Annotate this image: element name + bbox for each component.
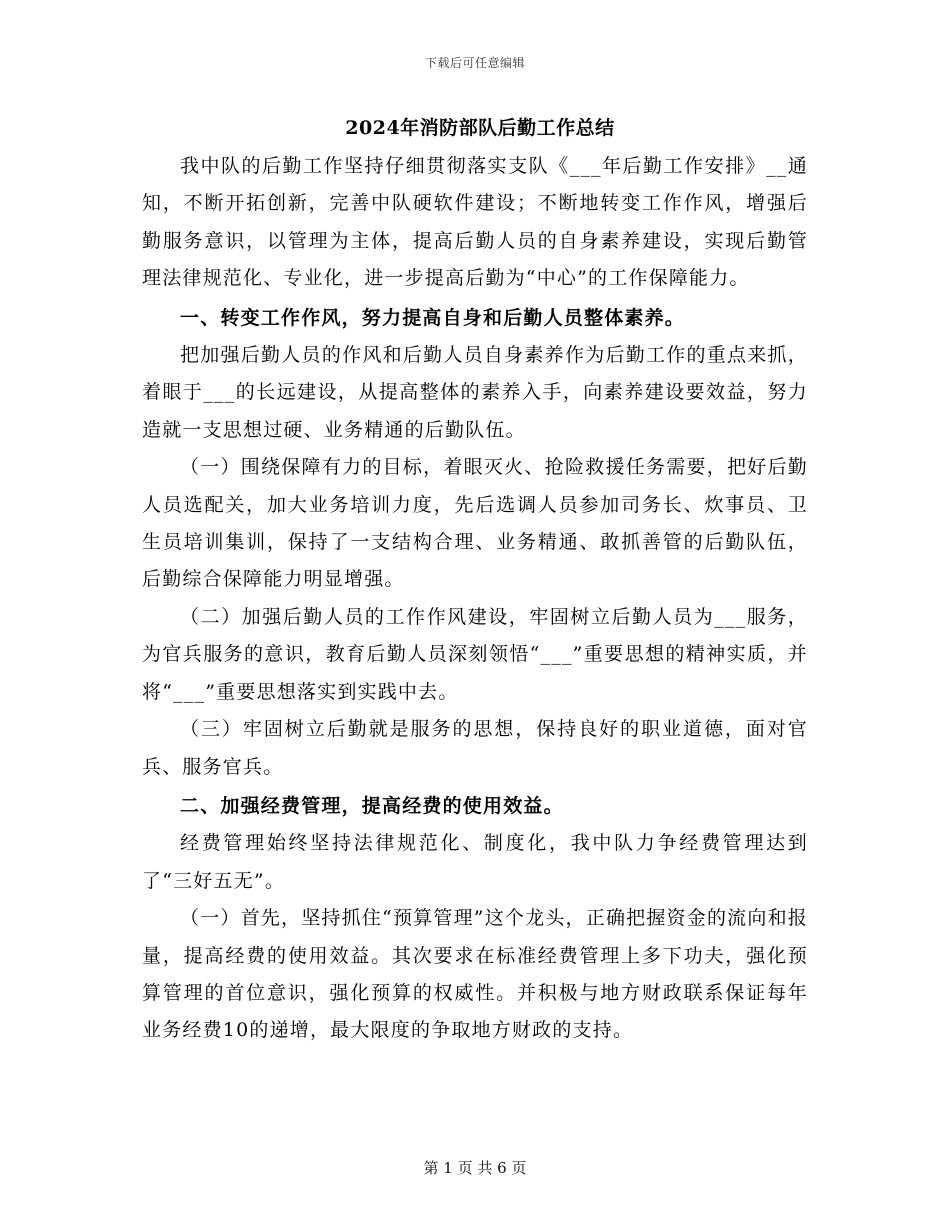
document-body [142, 112, 808, 1050]
page-header-note: 下载后可任意编辑 [424, 56, 525, 70]
section-heading-2: 二、加强经费管理，提高经费的使用效益。 [180, 794, 564, 817]
section-1-item-1: （一）围绕保障有力的目标，着眼灭火、抢险救援任务需要，把好后勤人员选配关，加大业务培训力度，先后选调人员参加司务长、炊事员、卫生员培训集训，保持了一支结构合理、业务精通、敢抓善管的后勤队伍，后勤综合保障能力明显增强。 [142, 456, 808, 591]
section-2-paragraph: 经费管理始终坚持法律规范化、制度化，我中队力争经费管理达到了“三好五无”。 [142, 832, 808, 892]
section-2-item-1: （一）首先，坚持抓住“预算管理”这个龙头，正确把握资金的流向和报量，提高经费的使用效益。其次要求在标准经费管理上多下功夫，强化预算管理的首位意识，强化预算的权威性。并积极与地方财政联系保证每年业务经费10的递增，最大限度的争取地方财政的支持。 [142, 907, 808, 1042]
document-title: 2024年消防部队后勤工作总结 [345, 117, 615, 139]
section-1-item-3: （三）牢固树立后勤就是服务的思想，保持良好的职业道德，面对官兵、服务官兵。 [142, 718, 808, 778]
intro-paragraph: 我中队的后勤工作坚持仔细贯彻落实支队《___年后勤工作安排》__通知，不断开拓创新，完善中队硬软件建设；不断地转变工作作风，增强后勤服务意识，以管理为主体，提高后勤人员的自身素养建设，实现后勤管理法律规范化、专业化，进一步提高后勤为“中心”的工作保障能力。 [142, 155, 808, 290]
section-heading-1: 一、转变工作作风，努力提高自身和后勤人员整体素养。 [180, 306, 686, 329]
page-number: 第 1 页 共 6 页 [423, 1159, 527, 1177]
section-1-paragraph: 把加强后勤人员的作风和后勤人员自身素养作为后勤工作的重点来抓，着眼于___的长远建设，从提高整体的素养入手，向素养建设要效益，努力造就一支思想过硬、业务精通的后勤队伍。 [142, 344, 808, 441]
section-1-item-2: （二）加强后勤人员的工作作风建设，牢固树立后勤人员为___服务，为官兵服务的意识，教育后勤人员深刻领悟“___”重要思想的精神实质，并将“___”重要思想落实到实践中去。 [142, 605, 808, 703]
